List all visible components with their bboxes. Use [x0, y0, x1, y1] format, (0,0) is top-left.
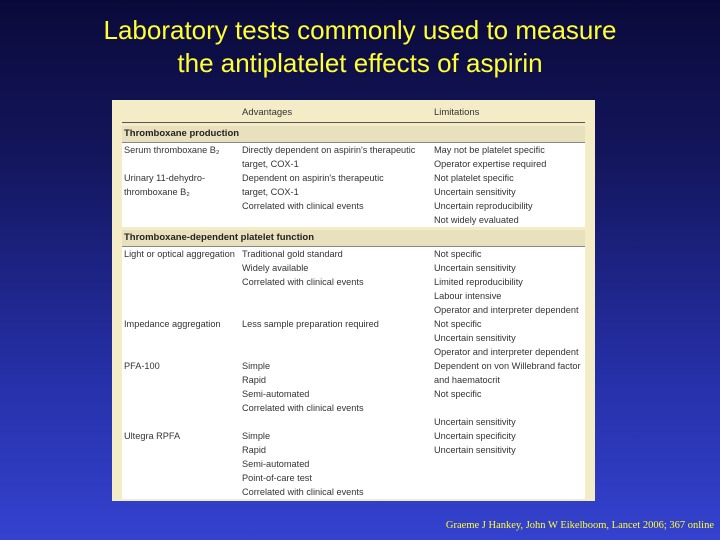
limitations-cell-line: Uncertain sensitivity	[434, 187, 516, 197]
limitations-cell	[434, 171, 585, 227]
advantages-cell-line: Rapid	[242, 445, 267, 455]
advantages-cell-line: Correlated with clinical events	[242, 403, 364, 413]
test-name	[122, 143, 242, 171]
limitations-cell-line: Labour intensive	[434, 291, 502, 301]
test-name-line: thromboxane B₂	[124, 187, 190, 197]
limitations-cell-line: Uncertain sensitivity	[434, 263, 516, 273]
advantages-cell-line: Dependent on aspirin's therapeutic	[242, 173, 384, 183]
advantages-cell-line: Less sample preparation required	[242, 319, 379, 329]
limitations-cell	[434, 317, 585, 359]
table-row	[122, 317, 585, 359]
advantages-cell-line: Correlated with clinical events	[242, 487, 364, 497]
comparison-table-card	[112, 100, 595, 501]
limitations-cell	[434, 143, 585, 171]
advantages-cell	[242, 143, 434, 171]
advantages-cell	[242, 429, 434, 499]
test-name	[122, 359, 242, 429]
limitations-cell-line: and haematocrit	[434, 375, 500, 385]
limitations-cell-line: Operator and interpreter dependent	[434, 347, 579, 357]
advantages-cell-line: Simple	[242, 361, 271, 371]
slide-title-line-1: Laboratory tests commonly used to measure	[103, 15, 617, 45]
table-row	[122, 429, 585, 499]
limitations-cell-line: Not specific	[434, 249, 482, 259]
section-header: Thromboxane production	[122, 126, 585, 143]
advantages-cell-line: Semi-automated	[242, 389, 310, 399]
limitations-cell-line: Not platelet specific	[434, 173, 514, 183]
limitations-cell-line: Operator expertise required	[434, 159, 547, 169]
advantages-cell-line: Directly dependent on aspirin's therapeutic	[242, 145, 416, 155]
advantages-cell	[242, 359, 434, 429]
advantages-cell	[242, 247, 434, 317]
header-advantages: Advantages	[242, 107, 293, 118]
limitations-cell-line: Operator and interpreter dependent	[434, 305, 579, 315]
advantages-cell-line: Traditional gold standard	[242, 249, 343, 259]
table-row	[122, 359, 585, 429]
slide-title	[0, 14, 720, 80]
test-name	[122, 171, 242, 227]
comparison-table	[122, 103, 585, 499]
limitations-cell-line: Uncertain specificity	[434, 431, 516, 441]
limitations-cell-line: Dependent on von Willebrand factor	[434, 361, 581, 371]
advantages-cell-line: target, COX-1	[242, 187, 299, 197]
limitations-cell	[434, 429, 585, 499]
limitations-cell	[434, 247, 585, 317]
advantages-cell	[242, 317, 434, 359]
limitations-cell-line: Uncertain sensitivity	[434, 417, 516, 427]
limitations-cell-line: Uncertain sensitivity	[434, 333, 516, 343]
limitations-cell-line: Not specific	[434, 389, 482, 399]
slide-title-line-2: the antiplatelet effects of aspirin	[177, 48, 543, 78]
table-header-row	[122, 103, 585, 123]
section-header: Thromboxane-dependent platelet function	[122, 230, 585, 247]
citation-credit: Graeme J Hankey, John W Eikelboom, Lancet 2006; 367 online	[445, 520, 714, 531]
table-row	[122, 171, 585, 227]
advantages-cell-line: Simple	[242, 431, 271, 441]
table-row	[122, 247, 585, 317]
limitations-cell-line: Uncertain reproducibility	[434, 201, 533, 211]
limitations-cell-line	[434, 401, 585, 415]
advantages-cell-line: Correlated with clinical events	[242, 201, 364, 211]
test-name-line: Ultegra RPFA	[124, 431, 181, 441]
test-name-line: Urinary 11-dehydro-	[124, 173, 206, 183]
test-name	[122, 317, 242, 359]
advantages-cell	[242, 171, 434, 227]
advantages-cell-line: Widely available	[242, 263, 309, 273]
test-name	[122, 247, 242, 317]
test-name-line: Light or optical aggregation	[124, 249, 235, 259]
test-name-line: Impedance aggregation	[124, 319, 221, 329]
header-limitations: Limitations	[434, 107, 480, 118]
table-row	[122, 143, 585, 171]
limitations-cell-line: Not widely evaluated	[434, 215, 519, 225]
limitations-cell-line: May not be platelet specific	[434, 145, 545, 155]
test-name-line: PFA-100	[124, 361, 160, 371]
test-name-line: Serum thromboxane B₂	[124, 145, 220, 155]
limitations-cell	[434, 359, 585, 429]
advantages-cell-line: Semi-automated	[242, 459, 310, 469]
advantages-cell-line: Rapid	[242, 375, 267, 385]
test-name	[122, 429, 242, 499]
limitations-cell-line: Uncertain sensitivity	[434, 445, 516, 455]
advantages-cell-line: Correlated with clinical events	[242, 277, 364, 287]
advantages-cell-line: target, COX-1	[242, 159, 299, 169]
limitations-cell-line: Not specific	[434, 319, 482, 329]
limitations-cell-line: Limited reproducibility	[434, 277, 523, 287]
advantages-cell-line: Point-of-care test	[242, 473, 312, 483]
